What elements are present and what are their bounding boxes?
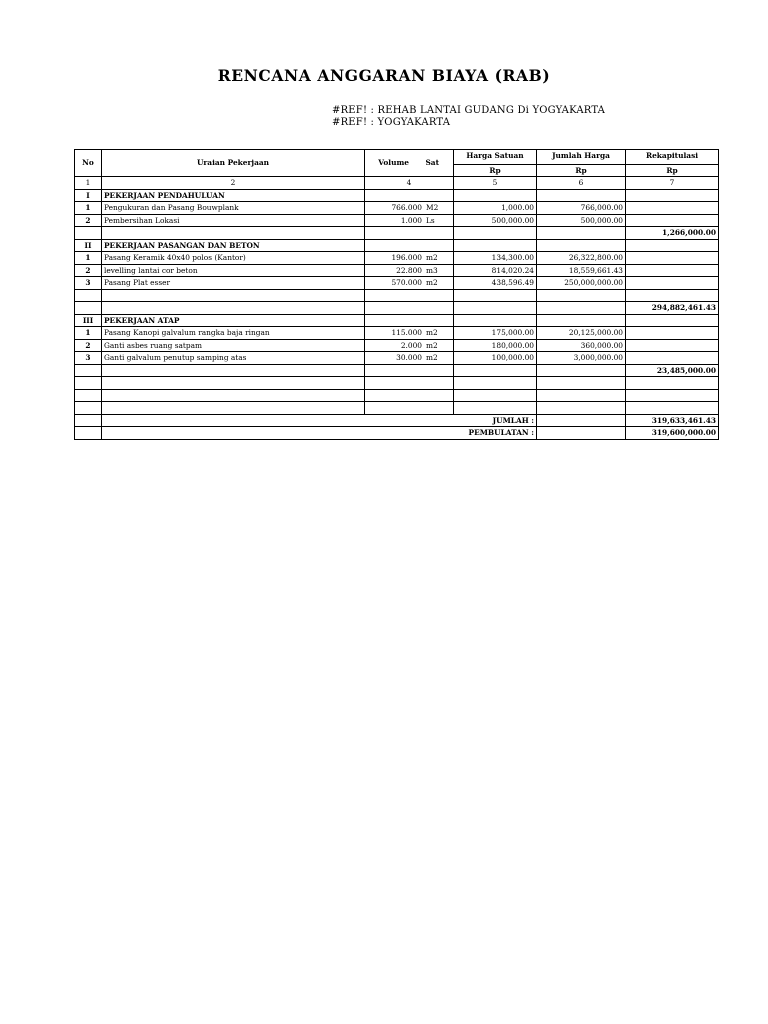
rab-table — [74, 149, 719, 440]
row-harga-satuan: 100,000.00 — [454, 352, 537, 365]
table-cell — [75, 427, 102, 440]
row-jumlah-harga: 18,559,661.43 — [537, 264, 626, 277]
row-volume: 570.000 — [391, 278, 422, 288]
row-uraian: Pasang Keramik 40x40 polos (Kantor) — [102, 252, 365, 265]
row-no — [75, 289, 102, 302]
row-sat: m2 — [426, 353, 438, 363]
colnum: 5 — [454, 177, 537, 190]
row-uraian — [102, 377, 365, 390]
row-no: 2 — [75, 214, 102, 227]
row-no: II — [75, 239, 102, 252]
table-row — [75, 352, 719, 365]
row-harga-satuan: 438,596.49 — [454, 277, 537, 290]
colnum: 4 — [365, 177, 454, 190]
row-uraian: Pengukuran dan Pasang Bouwplank — [102, 202, 365, 215]
row-volume-sat — [365, 277, 454, 290]
row-rekapitulasi — [626, 252, 719, 265]
row-volume-sat — [365, 377, 454, 390]
row-harga-satuan — [454, 239, 537, 252]
row-rekapitulasi — [626, 327, 719, 340]
row-jumlah-harga — [537, 302, 626, 315]
project-name: #REF! : REHAB LANTAI GUDANG Di YOGYAKARTA — [332, 105, 606, 116]
row-jumlah-harga — [537, 227, 626, 240]
row-harga-satuan: 175,000.00 — [454, 327, 537, 340]
row-volume-sat — [365, 314, 454, 327]
row-volume-sat — [365, 327, 454, 340]
row-volume-sat — [365, 339, 454, 352]
row-volume: 196.000 — [391, 253, 422, 263]
colnum: 7 — [626, 177, 719, 190]
header-sat: Sat — [425, 158, 439, 167]
row-uraian — [102, 402, 365, 415]
row-harga-satuan — [454, 389, 537, 402]
row-volume-sat — [365, 202, 454, 215]
row-no — [75, 402, 102, 415]
colnum: 1 — [75, 177, 102, 190]
header-row — [75, 150, 719, 165]
row-jumlah-harga — [537, 189, 626, 202]
row-jumlah-harga — [537, 314, 626, 327]
row-rekapitulasi — [626, 352, 719, 365]
row-jumlah-harga: 500,000.00 — [537, 214, 626, 227]
row-jumlah-harga: 3,000,000.00 — [537, 352, 626, 365]
row-harga-satuan: 180,000.00 — [454, 339, 537, 352]
row-uraian: Pembersihan Lokasi — [102, 214, 365, 227]
colnum: 2 — [102, 177, 365, 190]
row-rekapitulasi: 294,882,461.43 — [626, 302, 719, 315]
table-row — [75, 339, 719, 352]
row-no — [75, 227, 102, 240]
pembulatan-row — [75, 427, 719, 440]
row-volume-sat — [365, 214, 454, 227]
row-volume: 1.000 — [400, 215, 422, 225]
row-uraian — [102, 302, 365, 315]
row-no: 1 — [75, 202, 102, 215]
page-title: RENCANA ANGGARAN BIAYA (RAB) — [217, 66, 551, 85]
row-uraian: Pasang Kanopi galvalum rangka baja ringan — [102, 327, 365, 340]
table-row — [75, 364, 719, 377]
row-rekapitulasi — [626, 314, 719, 327]
header-harga-satuan: Harga Satuan — [454, 150, 537, 165]
table-row — [75, 202, 719, 215]
row-rekapitulasi — [626, 264, 719, 277]
header-rekapitulasi: Rekapitulasi — [626, 150, 719, 165]
row-uraian — [102, 289, 365, 302]
header-volume-sat — [365, 150, 454, 177]
row-volume-sat — [365, 227, 454, 240]
table-row — [75, 277, 719, 290]
row-rekapitulasi — [626, 389, 719, 402]
row-no — [75, 364, 102, 377]
row-no: 3 — [75, 352, 102, 365]
row-harga-satuan — [454, 189, 537, 202]
row-volume-sat — [365, 252, 454, 265]
row-jumlah-harga — [537, 239, 626, 252]
row-volume-sat — [365, 364, 454, 377]
row-no — [75, 377, 102, 390]
row-sat: M2 — [426, 203, 439, 213]
row-rekapitulasi — [626, 377, 719, 390]
row-volume-sat — [365, 352, 454, 365]
pembulatan-label: PEMBULATAN : — [102, 427, 537, 440]
table-row — [75, 302, 719, 315]
header-volume: Volume — [378, 158, 409, 167]
row-volume-sat — [365, 302, 454, 315]
row-rekapitulasi — [626, 202, 719, 215]
row-volume: 766.000 — [391, 203, 422, 213]
row-no — [75, 389, 102, 402]
header-jumlah-harga: Jumlah Harga — [537, 150, 626, 165]
row-sat: m2 — [426, 253, 438, 263]
table-row — [75, 289, 719, 302]
row-no: 1 — [75, 252, 102, 265]
row-uraian — [102, 389, 365, 402]
table-row — [75, 227, 719, 240]
header-jumlah-harga-unit: Rp — [537, 165, 626, 177]
row-volume-sat — [365, 389, 454, 402]
row-uraian — [102, 364, 365, 377]
row-no: 3 — [75, 277, 102, 290]
table-row — [75, 389, 719, 402]
row-volume: 30.000 — [396, 353, 422, 363]
table-row — [75, 402, 719, 415]
row-harga-satuan: 1,000.00 — [454, 202, 537, 215]
row-harga-satuan: 814,020.24 — [454, 264, 537, 277]
row-jumlah-harga — [537, 389, 626, 402]
project-location: #REF! : YOGYAKARTA — [332, 117, 451, 128]
row-rekapitulasi — [626, 189, 719, 202]
row-sat: m2 — [426, 340, 438, 350]
row-harga-satuan — [454, 302, 537, 315]
table-row — [75, 314, 719, 327]
row-rekapitulasi — [626, 214, 719, 227]
row-uraian — [102, 227, 365, 240]
row-volume-sat — [365, 289, 454, 302]
row-no: 1 — [75, 327, 102, 340]
row-jumlah-harga — [537, 377, 626, 390]
header-harga-satuan-unit: Rp — [454, 165, 537, 177]
table-row — [75, 264, 719, 277]
row-rekapitulasi: 23,485,000.00 — [626, 364, 719, 377]
jumlah-label: JUMLAH : — [102, 414, 537, 427]
row-uraian: levelling lantai cor beton — [102, 264, 365, 277]
row-jumlah-harga: 766,000.00 — [537, 202, 626, 215]
header-no: No — [75, 150, 102, 177]
row-harga-satuan — [454, 377, 537, 390]
row-sat: m3 — [426, 265, 438, 275]
jumlah-value: 319,633,461.43 — [626, 414, 719, 427]
table-row — [75, 189, 719, 202]
row-jumlah-harga: 20,125,000.00 — [537, 327, 626, 340]
table-row — [75, 214, 719, 227]
row-rekapitulasi — [626, 289, 719, 302]
row-uraian: PEKERJAAN ATAP — [102, 314, 365, 327]
row-harga-satuan: 500,000.00 — [454, 214, 537, 227]
row-volume: 2.000 — [400, 340, 422, 350]
row-volume-sat — [365, 402, 454, 415]
header-rekap-unit: Rp — [626, 165, 719, 177]
table-row — [75, 377, 719, 390]
row-uraian: Pasang Plat esser — [102, 277, 365, 290]
row-harga-satuan — [454, 364, 537, 377]
row-sat: m2 — [426, 278, 438, 288]
row-harga-satuan — [454, 314, 537, 327]
row-uraian: Ganti galvalum penutup samping atas — [102, 352, 365, 365]
colnum: 6 — [537, 177, 626, 190]
header-uraian: Uraian Pekerjaan — [102, 150, 365, 177]
row-volume-sat — [365, 239, 454, 252]
table-cell — [537, 427, 626, 440]
row-harga-satuan: 134,300.00 — [454, 252, 537, 265]
row-jumlah-harga — [537, 289, 626, 302]
row-rekapitulasi — [626, 402, 719, 415]
row-volume-sat — [365, 189, 454, 202]
table-cell — [75, 414, 102, 427]
table-row — [75, 239, 719, 252]
row-no: 2 — [75, 264, 102, 277]
row-volume: 22.800 — [396, 265, 422, 275]
row-jumlah-harga — [537, 402, 626, 415]
row-harga-satuan — [454, 289, 537, 302]
row-jumlah-harga — [537, 364, 626, 377]
pembulatan-value: 319,600,000.00 — [626, 427, 719, 440]
row-rekapitulasi — [626, 277, 719, 290]
row-rekapitulasi — [626, 339, 719, 352]
row-uraian: PEKERJAAN PENDAHULUAN — [102, 189, 365, 202]
row-no — [75, 302, 102, 315]
row-jumlah-harga: 250,000,000.00 — [537, 277, 626, 290]
row-rekapitulasi: 1,266,000.00 — [626, 227, 719, 240]
row-uraian: Ganti asbes ruang satpam — [102, 339, 365, 352]
row-no: I — [75, 189, 102, 202]
row-no: III — [75, 314, 102, 327]
row-jumlah-harga: 26,322,800.00 — [537, 252, 626, 265]
row-volume-sat — [365, 264, 454, 277]
row-sat: Ls — [426, 215, 435, 225]
row-jumlah-harga: 360,000.00 — [537, 339, 626, 352]
row-uraian: PEKERJAAN PASANGAN DAN BETON — [102, 239, 365, 252]
row-harga-satuan — [454, 402, 537, 415]
column-number-row — [75, 177, 719, 190]
row-harga-satuan — [454, 227, 537, 240]
table-cell — [537, 414, 626, 427]
row-no: 2 — [75, 339, 102, 352]
row-rekapitulasi — [626, 239, 719, 252]
table-row — [75, 327, 719, 340]
row-sat: m2 — [426, 328, 438, 338]
row-volume: 115.000 — [391, 328, 422, 338]
jumlah-row — [75, 414, 719, 427]
table-row — [75, 252, 719, 265]
